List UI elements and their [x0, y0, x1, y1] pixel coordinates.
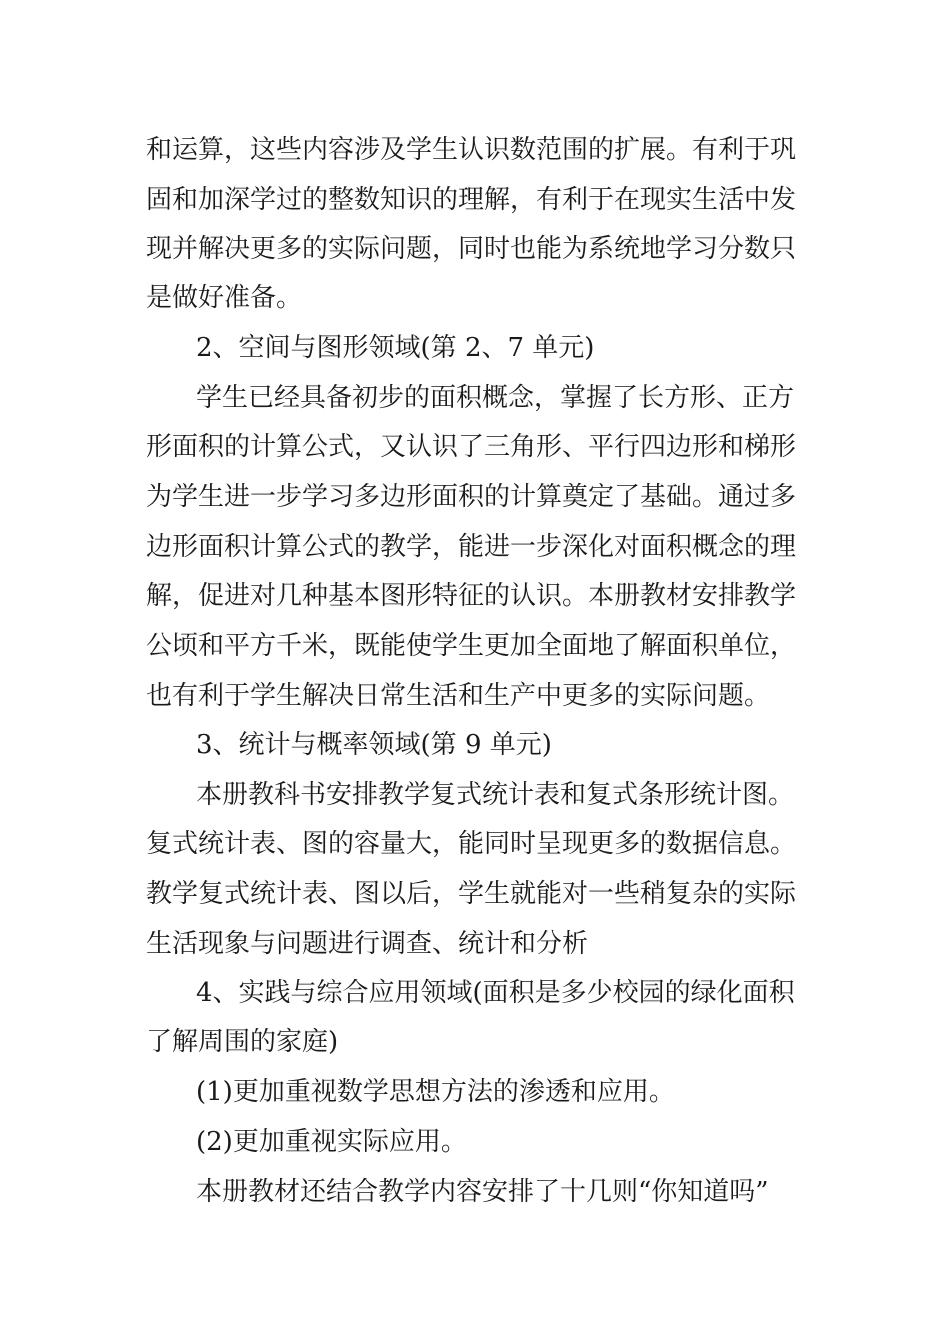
list-item: (1)更加重视数学思想方法的渗透和应用。	[196, 1077, 675, 1107]
paragraph-line: 教学复式统计表、图以后，学生就能对一些稍复杂的实际	[146, 879, 797, 909]
paragraph-line: 形面积的计算公式，又认识了三角形、平行四边形和梯形	[146, 432, 797, 462]
paragraph-line: 本册教科书安排教学复式统计表和复式条形统计图。	[196, 780, 795, 810]
paragraph-line: 现并解决更多的实际问题，同时也能为系统地学习分数只	[146, 234, 797, 264]
paragraph-line: 为学生进一步学习多边形面积的计算奠定了基础。通过多	[146, 482, 797, 512]
paragraph-line: 学生已经具备初步的面积概念，掌握了长方形、正方	[196, 383, 795, 413]
paragraph-line: 也有利于学生解决日常生活和生产中更多的实际问题。	[146, 681, 771, 711]
list-item: (2)更加重视实际应用。	[196, 1127, 467, 1157]
paragraph-line: 本册教材还结合教学内容安排了十几则“你知道吗”	[196, 1177, 769, 1207]
paragraph-line: 解，促进对几种基本图形特征的认识。本册教材安排教学	[146, 581, 797, 611]
section-heading: 2、空间与图形领域(第 2、7 单元)	[196, 333, 595, 363]
section-heading: 4、实践与综合应用领域(面积是多少校园的绿化面积	[196, 978, 795, 1008]
paragraph-line: 和运算，这些内容涉及学生认识数范围的扩展。有利于巩	[146, 135, 797, 165]
paragraph-line: 公顷和平方千米，既能使学生更加全面地了解面积单位，	[146, 631, 797, 661]
section-heading-continued: 了解周围的家庭)	[146, 1027, 339, 1057]
section-heading: 3、统计与概率领域(第 9 单元)	[196, 730, 552, 760]
paragraph-line: 复式统计表、图的容量大，能同时呈现更多的数据信息。	[146, 829, 797, 859]
paragraph-line: 边形面积计算公式的教学，能进一步深化对面积概念的理	[146, 532, 797, 562]
paragraph-line: 固和加深学过的整数知识的理解，有利于在现实生活中发	[146, 185, 797, 215]
paragraph-line: 是做好准备。	[146, 283, 303, 313]
paragraph-line: 生活现象与问题进行调查、统计和分析	[146, 929, 589, 959]
